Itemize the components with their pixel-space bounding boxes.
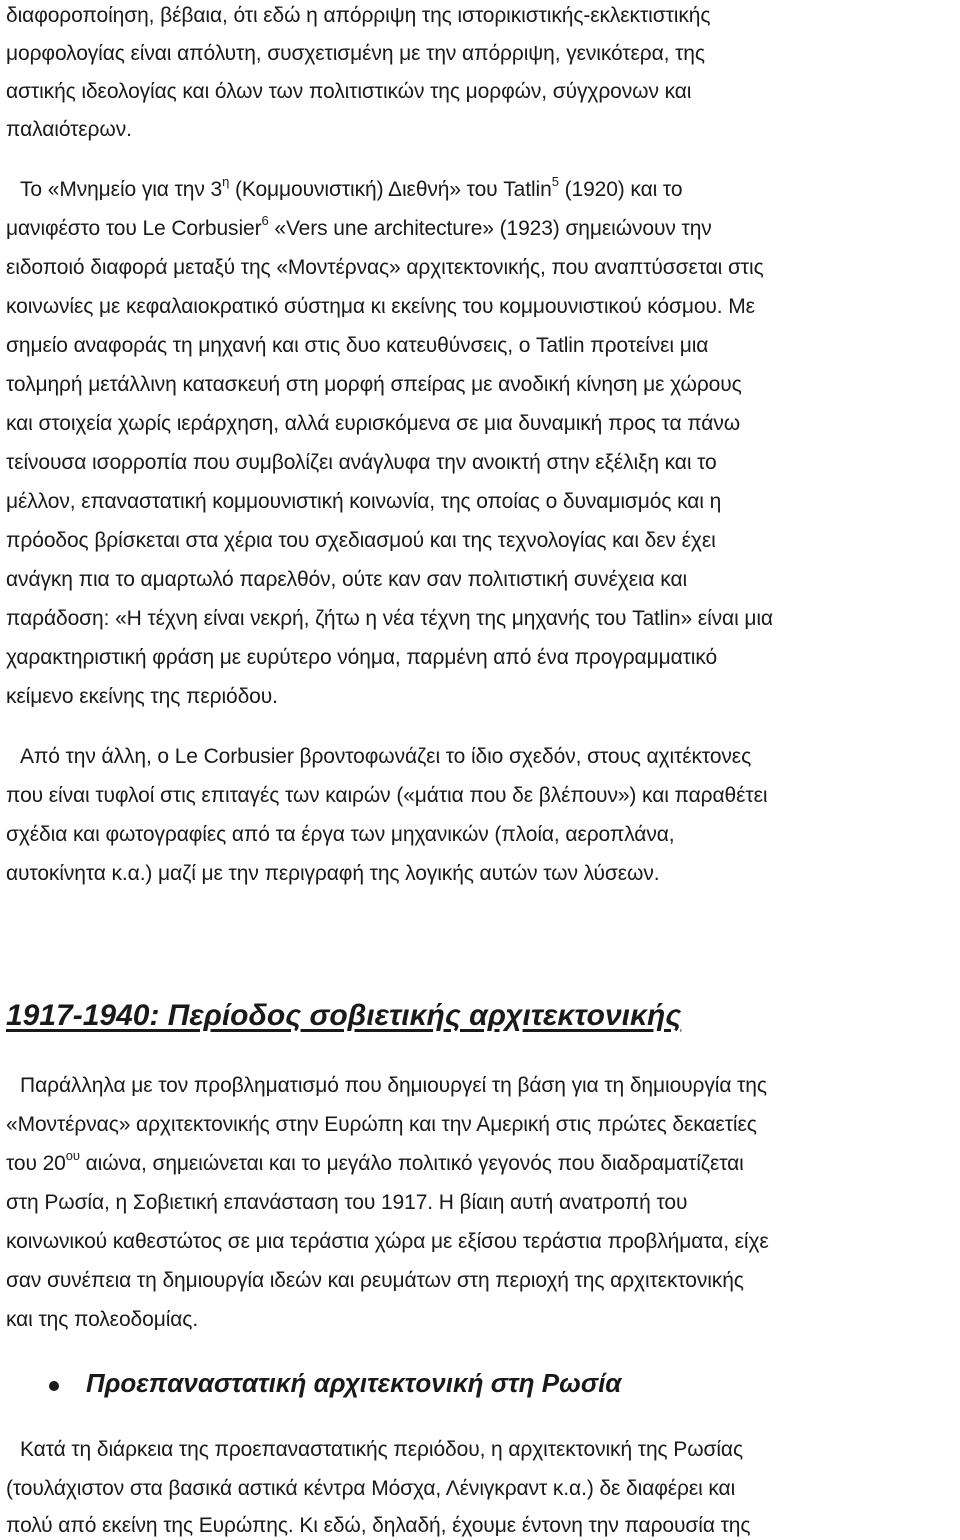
footnote-ref: 5 <box>551 174 559 189</box>
text-line: τολμηρή μετάλλινη κατασκευή στη μορφή σπείρας με ανοδική κίνηση με χώρους <box>6 373 742 396</box>
text-line: και στοιχεία χωρίς ιεράρχηση, αλλά ευρισκόμενα σε μια δυναμική προς τα πάνω <box>6 412 741 435</box>
text-line: σχέδια και φωτογραφίες από τα έργα των μηχανικών (πλοία, αεροπλάνα, <box>6 823 675 846</box>
text-line: «Μοντέρνας» αρχιτεκτονικής στην Ευρώπη και την Αμερική στις πρώτες δεκαετίες <box>6 1113 757 1136</box>
bullet-dot-icon <box>49 1381 59 1391</box>
text-line <box>6 215 960 243</box>
text-line: κοινωνικού καθεστώτος σε μια τεράστια χώρα με εξίσου τεράστια προβλήματα, είχε <box>6 1230 769 1253</box>
text-line <box>20 176 960 204</box>
text-line: παλαιότερων. <box>6 118 132 141</box>
text-line: πολύ από εκείνη της Ευρώπης. Κι εδώ, δηλαδή, έχουμε έντονη την παρουσία της <box>6 1514 751 1537</box>
text-run: Το «Μνημείο για την 3 <box>20 178 223 201</box>
text-line: μορφολογίας είναι απόλυτη, συσχετισμένη με την απόρριψη, γενικότερα, της <box>6 42 705 65</box>
text-line: στη Ρωσία, η Σοβιετική επανάσταση του 1917. Η βίαιη αυτή ανατροπή του <box>6 1191 688 1214</box>
section-heading: 1917-1940: Περίοδος σοβιετικής αρχιτεκτονικής <box>6 999 682 1032</box>
text-line: Από την άλλη, ο Le Corbusier βροντοφωνάζει το ίδιο σχεδόν, στους αχιτέκτονες <box>20 745 752 768</box>
text-line: ανάγκη πια το αμαρτωλό παρελθόν, ούτε καν σαν πολιτιστική συνέχεια και <box>6 568 688 591</box>
text-run: (1920) και το <box>558 178 683 201</box>
text-run: του 20 <box>6 1152 66 1175</box>
text-line: ειδοποιό διαφορά μεταξύ της «Μοντέρνας» αρχιτεκτονικής, που αναπτύσσεται στις <box>6 256 764 279</box>
text-line <box>6 1150 960 1178</box>
text-line: μέλλον, επαναστατική κομμουνιστική κοινωνία, της οποίας ο δυναμισμός και η <box>6 490 722 513</box>
text-line: χαρακτηριστική φράση με ευρύτερο νόημα, παρμένη από ένα προγραμματικό <box>6 646 718 669</box>
text-line: κοινωνίες με κεφαλαιοκρατικό σύστημα κι εκείνης του κομμουνιστικού κόσμου. Με <box>6 295 755 318</box>
text-line: πρόοδος βρίσκεται στα χέρια του σχεδιασμού και της τεχνολογίας και δεν έχει <box>6 529 716 552</box>
text-line: (τουλάχιστον στα βασικά αστικά κέντρα Μόσχα, Λένιγκραντ κ.α.) δε διαφέρει και <box>6 1477 736 1500</box>
text-run: «Vers une architecture» (1923) σημειώνουν την <box>268 217 712 240</box>
text-line: τείνουσα ισορροπία που συμβολίζει ανάγλυφα την ανοικτή στην εξέλιξη και το <box>6 451 717 474</box>
text-line: Παράλληλα με τον προβληματισμό που δημιουργεί τη βάση για τη δημιουργία της <box>20 1074 767 1097</box>
text-run: αιώνα, σημειώνεται και το μεγάλο πολιτικό γεγονός που διαδραματίζεται <box>79 1152 744 1175</box>
text-line: σημείο αναφοράς τη μηχανή και στις δυο κατευθύνσεις, ο Tatlin προτείνει μια <box>6 334 709 357</box>
text-line: Κατά τη διάρκεια της προεπαναστατικής περιόδου, η αρχιτεκτονική της Ρωσίας <box>20 1438 743 1461</box>
text-line: και της πολεοδομίας. <box>6 1308 199 1331</box>
superscript: η <box>222 174 230 189</box>
text-line: αυτοκίνητα κ.α.) μαζί με την περιγραφή της λογικής αυτών των λύσεων. <box>6 862 660 885</box>
text-line: παράδοση: «Η τέχνη είναι νεκρή, ζήτω η νέα τέχνη της μηχανής του Tatlin» είναι μια <box>6 607 773 630</box>
bullet-item <box>50 1366 622 1400</box>
text-line: σαν συνέπεια τη δημιουργία ιδεών και ρευμάτων στη περιοχή της αρχιτεκτονικής <box>6 1269 744 1292</box>
text-run: μανιφέστο του Le Corbusier <box>6 217 262 240</box>
text-line: που είναι τυφλοί στις επιταγές των καιρών («μάτια που δε βλέπουν») και παραθέτει <box>6 784 768 807</box>
text-line: κείμενο εκείνης της περιόδου. <box>6 685 278 708</box>
bullet-heading: Προεπαναστατική αρχιτεκτονική στη Ρωσία <box>86 1368 622 1398</box>
text-line: διαφοροποίηση, βέβαια, ότι εδώ η απόρριψη της ιστορικιστικής-εκλεκτιστικής <box>6 4 711 27</box>
footnote-ref: 6 <box>261 213 269 228</box>
text-line: αστικής ιδεολογίας και όλων των πολιτιστικών της μορφών, σύγχρονων και <box>6 80 692 103</box>
text-run: (Κομμουνιστική) Διεθνή» του Tatlin <box>229 178 552 201</box>
superscript: ου <box>65 1148 80 1163</box>
